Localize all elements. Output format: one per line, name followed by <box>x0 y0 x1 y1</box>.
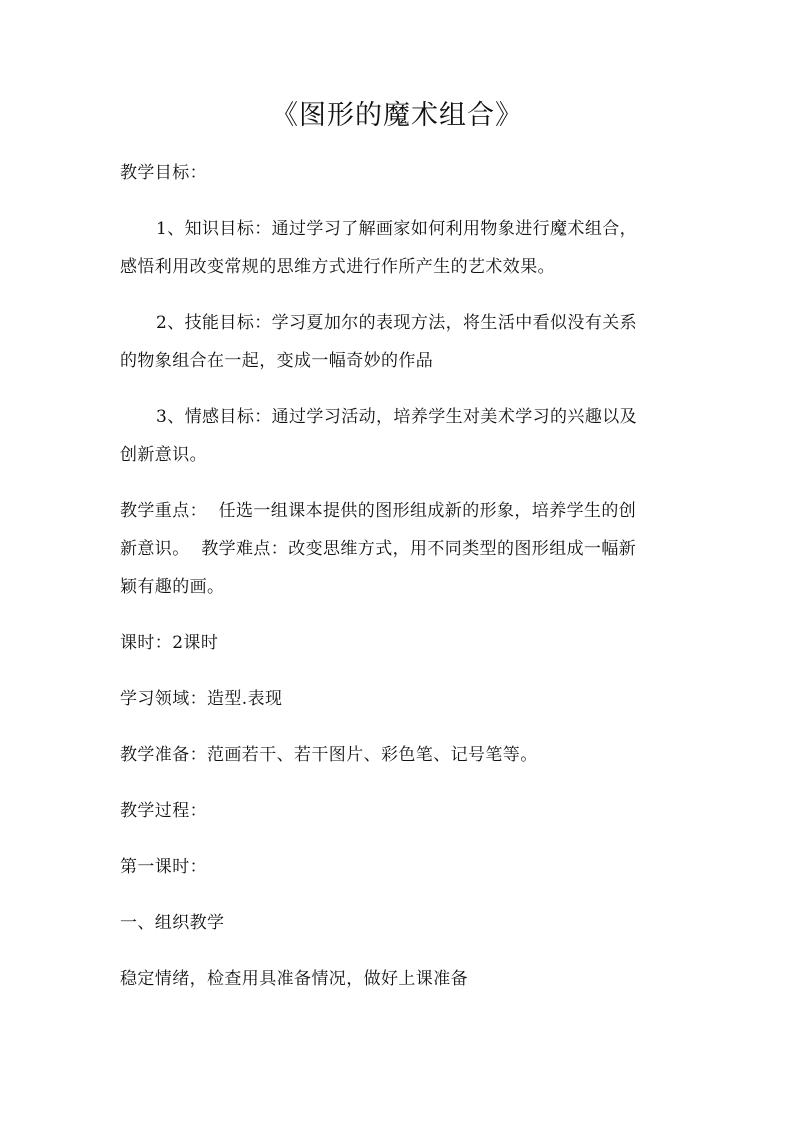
document-body <box>120 154 680 1016</box>
class-hours: 课时：2课时 <box>120 633 219 653</box>
teaching-preparation: 教学准备：范画若干、若干图片、彩色笔、记号笔等。 <box>120 745 538 765</box>
process-heading: 教学过程： <box>120 801 207 821</box>
key-points-line-3: 颖有趣的画。 <box>120 577 225 597</box>
goal-emotion <box>120 398 680 474</box>
section-1-text: 稳定情绪，检查用具准备情况，做好上课准备 <box>120 969 468 989</box>
goal-knowledge-line-1: 1、知识目标：通过学习了解画家如何利用物象进行魔术组合， <box>156 219 638 239</box>
key-points-line-1: 教学重点： 任选一组课本提供的图形组成新的形象，培养学生的创 <box>120 501 637 521</box>
goal-skill-line-2: 的物象组合在一起，变成一幅奇妙的作品 <box>120 351 434 371</box>
goals-heading: 教学目标： <box>120 163 207 183</box>
goal-knowledge-line-2: 感悟利用改变常规的思维方式进行作所产生的艺术效果。 <box>120 257 555 277</box>
goal-knowledge <box>120 210 680 286</box>
goal-skill-line-1: 2、技能目标：学习夏加尔的表现方法，将生活中看似没有关系 <box>156 313 638 333</box>
section-1-heading: 一、组织教学 <box>120 913 225 933</box>
key-points <box>120 492 680 606</box>
goal-emotion-line-2: 创新意识。 <box>120 445 207 465</box>
goal-skill <box>120 304 680 380</box>
key-points-line-2: 新意识。 教学难点：改变思维方式，用不同类型的图形组成一幅新 <box>120 539 637 559</box>
document-title: 《图形的魔术组合》 <box>271 100 523 131</box>
goal-emotion-line-1: 3、情感目标：通过学习活动，培养学生对美术学习的兴趣以及 <box>156 407 638 427</box>
learning-area: 学习领域：造型.表现 <box>120 689 283 709</box>
first-lesson-heading: 第一课时： <box>120 857 207 877</box>
